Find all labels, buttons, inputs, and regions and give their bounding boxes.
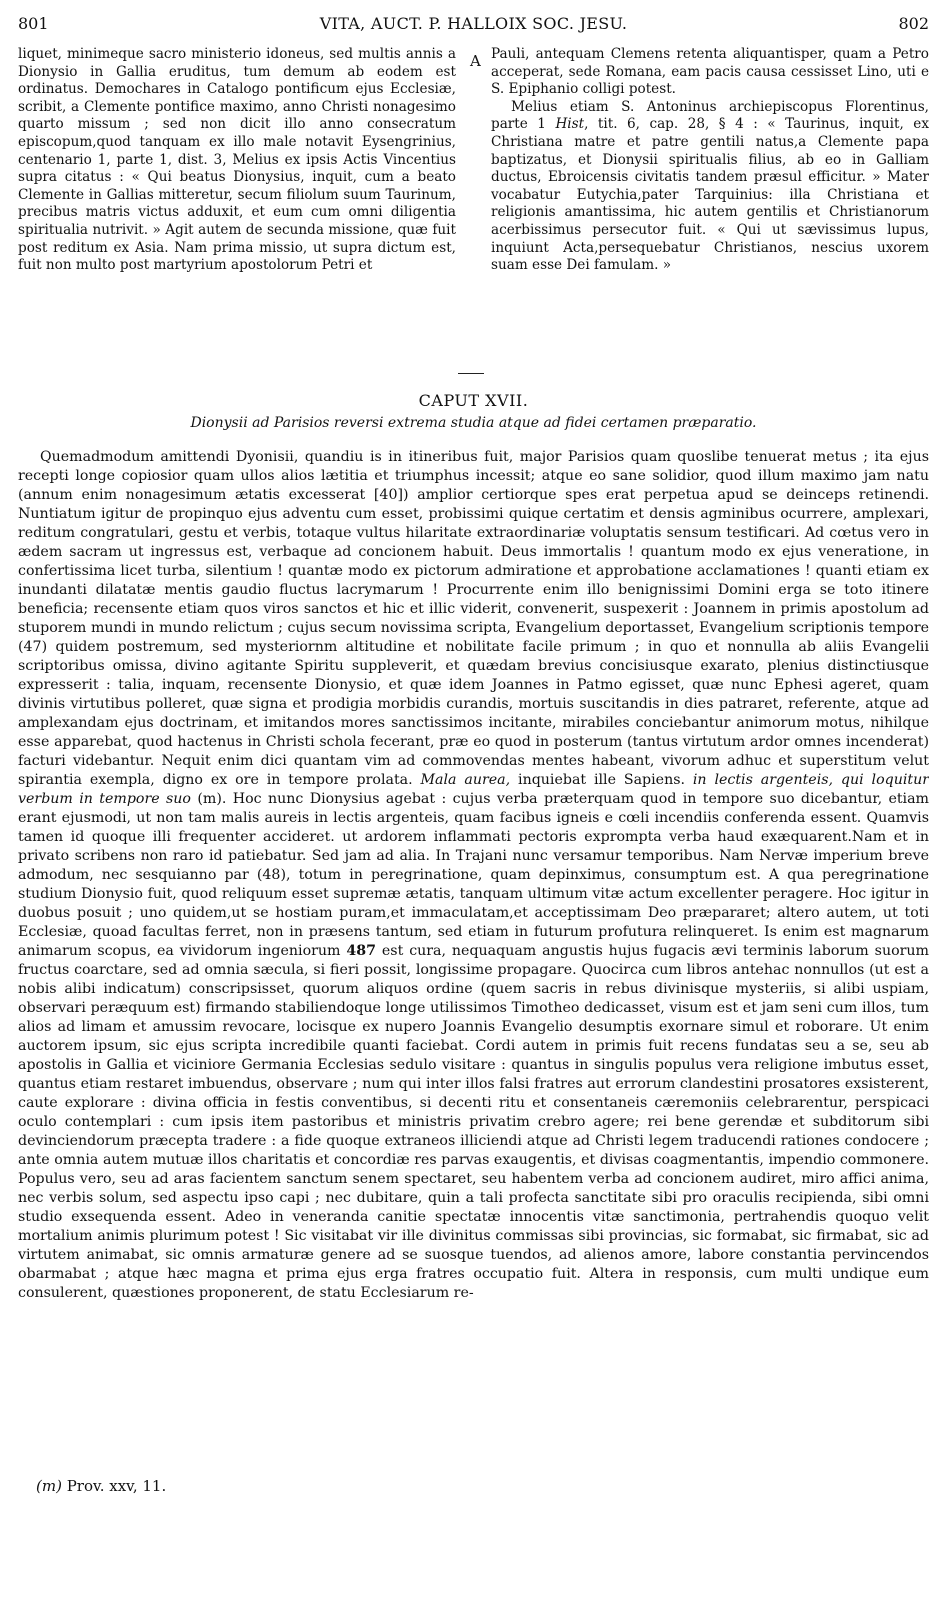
page-number-right: 802 <box>898 14 929 33</box>
main-text-part-1: Quemadmodum amittendi Dyonisii, quandiu is in itineribus fuit, major Parisios quam quoslibe tenuerat metus ; ita ejus recepti longe copiosior quam ullos alios lætitia et triumphus incessit; atque eo sane solidior, quod illum maximo jam natu (annum enim nonagesimum ætatis excesserat [40]) amplior certiorque spes erat perpetua apud se deinceps retinendi. Nuntiatum igitur de propinquo ejus adventu cum esset, probissimi quique certatim et densis agminibus ocurrere, amplexari, reditum congratulari, gestu et verbis, totaque vultus hilaritate extraordinariæ voluptatis sensum testificari. Ad cœtus vero in ædem sacram ut ingressus est, verbaque ad concionem habuit. Deus immortalis ! quantum modo ex ejus veneratione, in confertissima licet turba, silentium ! quantæ modo ex pictorum admiratione et approbatione acclamationes ! quanti etiam ex inundanti dilatatæ mentis gaudio fluctus lacrymarum ! Procurrente enim illo benignissimi Domini erga se toto itinere beneficia; recensente etiam quos viros sanctos et hic et illic viderit, convenerit, suspexerit : Joannem in primis apostolum ad stuporem mundi in mundo relictum ; cujus secum novissima scripta, Evangelium deportasset, Evangelium scriptionis tempore (47) quidem postremum, sed mysteriornm altitudine et nobilitate facile primum ; in quo et nonnulla ab aliis Evangelii scriptoribus omissa, divino agitante Spiritu suppleverit, et quædam brevius concisiusque exarato, plenius distinctiusque expresserit : talia, inquam, recensente Dionysio, et quæ idem Joannes in Patmo egisset, quæ nunc Ephesi ageret, quam divinis virtutibus polleret, quæ signa et prodigia morbidis curandis, mortuis suscitandis in dies patraret, referente, atque ad amplexandam ejus doctrinam, et imitandos mores sanctissimos incitante, mirabiles conciebantur animorum motus, nihilque esse apparebat, quod hactenus in Christi schola fecerant, præ eo quod in posterum (tantus virtutum ardor omnes incenderat) facturi videbantur. Nequit enim dici quantam vim ad commovendas mentes habeant, vivorum adhuc et superstitum velut spirantia exempla, digno ex ore in tempore prolata. <box>18 449 929 788</box>
main-text-part-2: inquiebat ille Sapiens. <box>510 772 693 788</box>
footnote <box>36 1477 166 1495</box>
running-head: VITA, AUCT. P. HALLOIX SOC. JESU. <box>319 14 628 33</box>
right-column-paragraph-2 <box>491 99 929 275</box>
right-column-paragraph-1: Pauli, antequam Clemens retenta aliquantisper, quam a Petro acceperat, sede Romana, eam pacis causa cessisset Lino, uti e S. Epiphanio colligi potest. <box>491 46 929 98</box>
left-column-paragraph: liquet, minimeque sacro ministerio idoneus, sed multis annis a Dionysio in Gallia eruditus, tum demum ab eodem est ordinatus. Demochares in Catalogo pontificum ejus Ecclesiæ, scribit, a Clemente pontifice maximo, anno Christi nonagesimo quarto missum ; sed non dicit illo anno consecratum episcopum,quod tanquam ex illo male notavit Eysengrinius, centenario 1, parte 1, dist. 3, Melius ex ipsis Actis Vincentius supra citatus : « Qui beatus Dionysius, inquit, cum a beato Clemente in Gallias mitteretur, secum filiolum suum Taurinum, precibus matris victus adduxit, et eum cum omni diligentia spiritualia nutrivit. » Agit autem de secunda missione, quæ fuit post reditum ex Asia. Nam prima missio, ut supra dictum est, fuit non multo post martyrium apostolorum Petri et <box>18 46 456 274</box>
right-column <box>491 46 929 275</box>
main-text-part-4: est cura, nequaquam angustis hujus fugacis ævi terminis laborum suorum fructus coarctare, sed ad omnia sæcula, si fieri possit, longissime propagare. Quocirca cum libros antehac nonnullos (ut est a nobis alibi indicatum) conscripsisset, quorum aliquos ordine (quem sacris in rebus divinisque mysteriis, si alibi uspiam, observari peræquum est) firmando stabiliendoque longe utilissimos Timotheo dedicasset, visum est et jam seni cum illos, tum alios ad limam et amussim revocare, locisque ex nupero Joannis Evangelio desumptis exornare simul et roborare. Ut enim auctorem ipsum, sic ejus scripta incredibile quanti faciebat. Cordi autem in primis fuit recens fundatas seu a se, seu ab apostolis in Gallia et viciniore Germania Ecclesias sedulo visitare : quantus in singulis populus vera religione imbutus esset, quantus etiam restaret imbuendus, observare ; num qui inter illos falsi fratres aut errorum clandestini prosatores exsisterent, caute explorare : divina officia in festis conventibus, si decenti ritu et consentaneis cæremoniis celebrarentur, perspicaci oculo contemplari : cum ipsis item pastoribus et ministris privatim crebro agere; rei bene gerendæ et subditorum sibi devinciendorum præcepta tradere : a fide quoque extraneos illiciendi atque ad Christi legem traducendi rationes condocere ; ante omnia autem mutuæ illos charitatis et concordiæ res parvas exaugentis, et divisas coagmentantis, impendio commonere. Populus vero, seu ad aras facientem sanctum senem spectaret, seu habentem verba ad concionem audiret, miro affici anima, nec verbis solum, sed aspectu ipso capi ; nec dubitare, quin a tali profecta sanctitate sibi pro oraculis recipienda, sibi omni studio exsequenda essent. Adeo in veneranda canitie spectatæ innocentis vitæ sanctimonia, pertrahendis quoquo velit mortalium animis plurimum potest ! Sic visitabat vir ille divinitus commissas sibi provincias, sic formabat, sic firmabat, sic ad virtutem animabat, sic omnis armaturæ genere ad se suosque tuendos, ad alienos amore, labore constantia pervincendos obarmabat ; atque hæc magna et prima ejus erga fratres occupatio fuit. Altera in responsis, cum multi undique eum consulerent, quæstiones proponerent, de statu Ecclesiarum re- <box>18 943 929 1301</box>
chapter-title: CAPUT XVII. <box>418 391 529 410</box>
chapter-subtitle: Dionysii ad Parisios reversi extrema studia atque ad fidei certamen præparatio. <box>190 415 757 431</box>
right-paragraph-2-rest: , tit. 6, cap. 28, § 4 : « Taurinus, inquit, ex Christiana matre et patre gentili natus,a Clemente papa baptizatus, et Dionysii spiritualis filius, ab eo in Galliam ductus, Ebroicensis civitatis tandem præsul efficitur. » Mater vocabatur Eutychia,pater Tarquinius: illa Christiana et religionis amantissima, hic autem gentilis et Christianorum acerbissimus persecutor fuit. « Qui ut sævissimus lupus, inquiunt Acta,persequebatur Christianos, nescius uxorem suam esse Dei famulam. » <box>491 116 930 274</box>
left-column <box>18 46 456 275</box>
main-text <box>18 448 929 1468</box>
page-header <box>18 14 929 38</box>
original-page-number: 487 <box>346 943 377 959</box>
main-text-part-3: (m). Hoc nunc Dionysius agebat : cujus verba præterquam quod in tempore suo dicebantur, etiam erant ejusmodi, ut non tam malis aureis in lectis argenteis, quam facibus igneis e cœli incendiis conferenda essent. Quamvis tamen id quoque illi frequenter accideret. ut ardorem inflammati pectoris exprompta verba haud exæquarent.Nam et in privato scribens non raro id patiebatur. Sed jam ad alia. In Trajani nunc versamur temporibus. Nam Nervæ imperium breve admodum, nec sesquianno par (48), totum in peregrinatione, quam depinximus, consumptum est. A qua peregrinatione studium Dionysio fuit, quod reliquum esset supremæ ætatis, tanquam ultimum vitæ actum excellenter peragere. Hoc igitur in duobus posuit ; uno quidem,ut se hostiam puram,et immaculatam,et acceptissimam Deo præpararet; altero autem, ut toti Ecclesiæ, quoad facultas ferret, non in præsens tantum, sed etiam in futurum profutura relinqueret. Is enim est magnarum animarum scopus, ea vividorum ingeniorum <box>18 791 929 959</box>
two-column-section <box>18 46 929 366</box>
section-divider <box>458 373 484 374</box>
right-paragraph-2-start: Melius etiam S. Antoninus archiepiscopus Florentinus, parte 1 <box>491 98 929 133</box>
mala-aurea-quote: Mala aurea, <box>420 772 511 788</box>
hist-abbrev: Hist <box>555 116 585 133</box>
main-paragraph <box>18 448 929 1303</box>
page-number-left: 801 <box>18 14 49 33</box>
footnote-text: Prov. xxv, 11. <box>61 1477 167 1495</box>
in-lectis-quote: in lectis argenteis, qui loquitur verbum in tempore suo <box>18 772 929 807</box>
column-marker: A <box>470 52 481 70</box>
footnote-marker: (m) <box>36 1477 62 1495</box>
